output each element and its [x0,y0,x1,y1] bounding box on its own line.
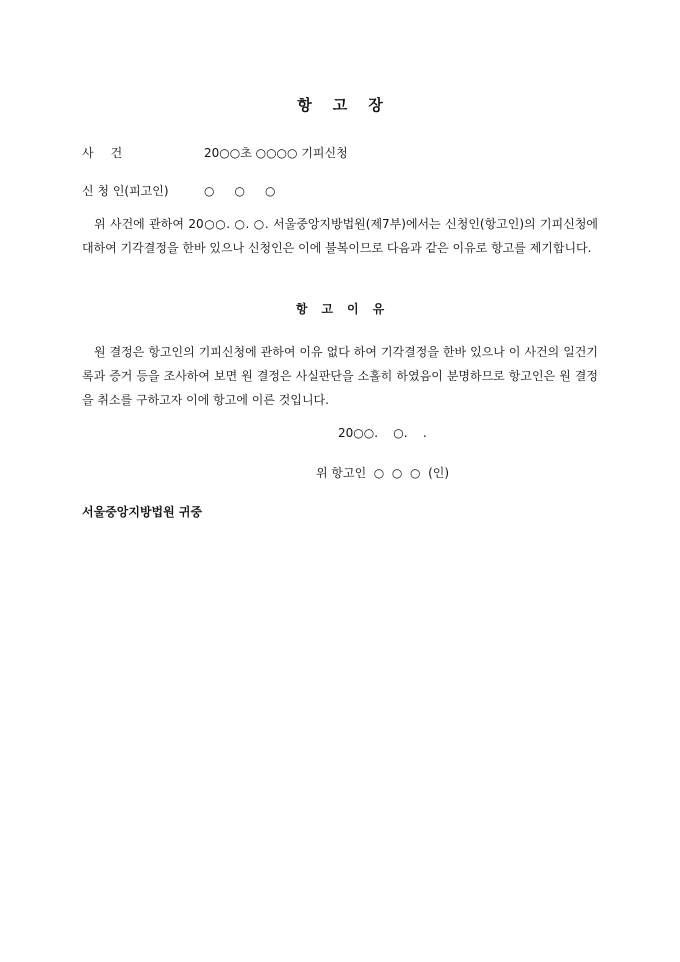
filing-date: 20○○. ○. . [338,426,427,440]
court-addressee: 서울중앙지방법원 귀중 [82,505,203,519]
case-value: 20○○초 ○○○○ 기피신청 [204,146,348,160]
applicant-value: ○○○ [204,184,296,198]
intro-paragraph: 위 사건에 관하여 20○○. ○. ○. 서울중앙지방법원(제7부)에서는 신청인(항고인)의 기피신청에 대하여 기각결정을 한바 있으나 신청인은 이에 불복이므로 다음과 같은 이유로 항고를 제기합니다. [82,217,598,255]
applicant-label: 신 청 인(피고인) [82,184,169,198]
reason-heading: 항고이유 [295,302,399,316]
applicant-field [82,182,295,199]
reason-paragraph: 원 결정은 항고인의 기피신청에 관하여 이유 없다 하여 기각결정을 한바 있으나 이 사건의 일건기록과 증거 등을 조사하여 보면 원 결정은 사실판단을 소홀히 하였음이 분명하므로 항고인은 원 결정을 취소를 구하고자 이에 항고에 이른 것입니다. [82,345,598,407]
document-title: 항고장 [297,96,404,114]
case-label: 사건 [82,146,140,160]
case-field [82,144,348,161]
appellant-signature: 위 항고인 ○ ○ ○ (인) [316,466,450,480]
